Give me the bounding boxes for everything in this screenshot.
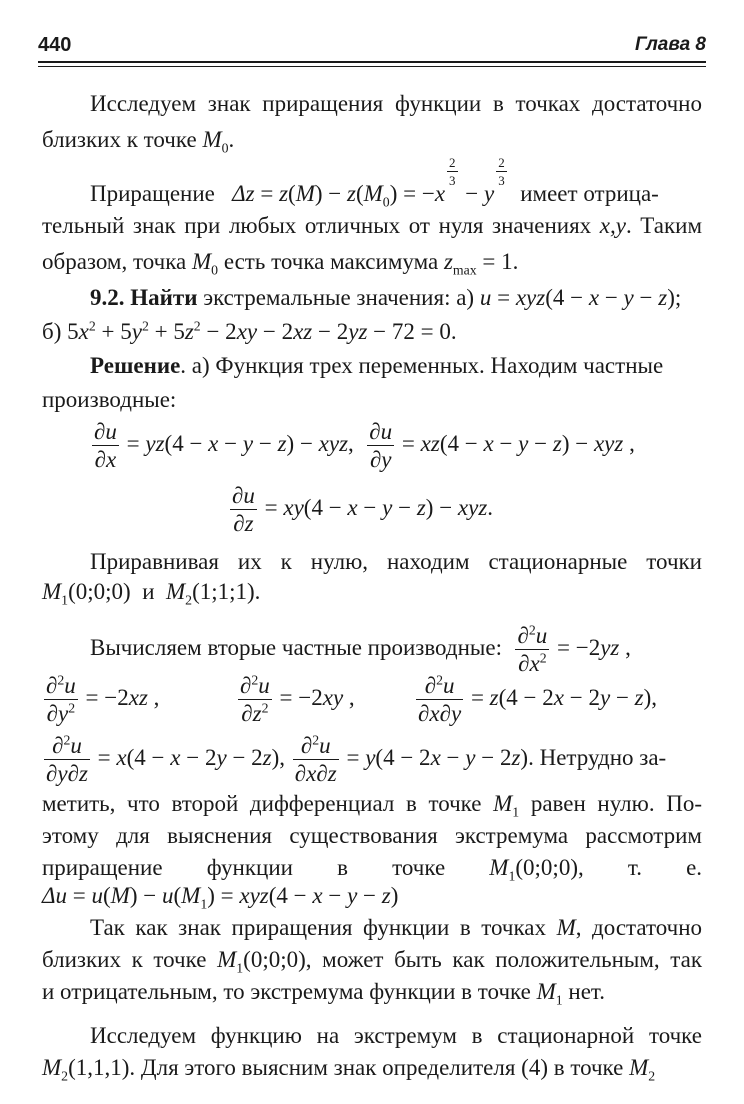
text-line: близких к точке $M_1(0;0;0)$, может быть как положительным, так bbox=[42, 947, 702, 976]
text-line: Приращение $\Delta z = z(M) - z(M_0) = -x$ $\frac{2}{3}$ − y $\frac{2}{3}$ имеет отрица- bbox=[90, 155, 659, 210]
equation: $\frac{\partial u}{\partial z}$ = xy(4 − x − y − z) − xyz. bbox=[232, 483, 494, 536]
text-line: приращение функции в точке $M_1(0;0;0)$, т. е. bbox=[42, 855, 703, 884]
text-line: метить, что второй дифференциал в точке $M_1$ равен нулю. По- bbox=[42, 791, 702, 820]
text-line: $\Delta u = u(M) - u(M_1) = xyz(4 - x - y - z)$ bbox=[42, 883, 399, 912]
text-line: и отрицательным, то экстремума функции в точке $M_1$ нет. bbox=[42, 979, 605, 1008]
text-line: Решение. а) Функция трех переменных. Находим частные bbox=[90, 353, 664, 378]
equation: $\frac{\partial u}{\partial x}$ = yz(4 − x − y − z) − xyz, $\frac{\partial u}{\partial y}$ = xz(4 − x − y − z) − xyz , bbox=[94, 419, 635, 472]
chapter-title: Глава 8 bbox=[635, 34, 706, 55]
page-header bbox=[38, 34, 706, 58]
text-line: Исследуем функцию на экстремум в стационарной точке bbox=[90, 1023, 702, 1048]
text-line: этому для выяснения существования экстремума рассмотрим bbox=[42, 823, 702, 848]
text-line: 9.2. Найти экстремальные значения: а) u = xyz(4 − x − y − z); bbox=[90, 285, 682, 310]
equation: $\frac{\partial^2u}{\partial y^2}$ = −2xz , bbox=[46, 672, 160, 726]
equation: $\frac{\partial^2u}{\partial z^2}$ = −2xy , bbox=[240, 672, 355, 726]
text-line: близких к точке $M_0$. bbox=[42, 127, 235, 156]
equation: $\frac{\partial^2u}{\partial y\partial z}$ = x(4 − x − 2y − 2z), $\frac{\partial^2u}{\partial x\partial z}$ = y(4 − 2x − y − 2z). Нетрудно за- bbox=[46, 732, 667, 786]
text-line: Вычисляем вторые частные производные: $\frac{\partial^2u}{\partial x^2}$ = −2yz , bbox=[90, 622, 631, 676]
page-number: 440 bbox=[38, 34, 72, 56]
text-line: Исследуем знак приращения функции в точках достаточно bbox=[90, 91, 702, 116]
header-rule bbox=[38, 61, 706, 63]
text-line: производные: bbox=[42, 387, 177, 412]
text-line: $M_1(0;0;0)$ и $M_2(1;1;1)$. bbox=[42, 579, 261, 608]
header-rule-thin bbox=[38, 66, 706, 67]
text-line: Так как знак приращения функции в точках M, достаточно bbox=[90, 915, 703, 940]
text-line: тельный знак при любых отличных от нуля значениях x,y. Таким bbox=[42, 213, 702, 238]
text-line: б) $5x^2 + 5y^2 + 5z^2 - 2xy - 2xz - 2yz - 72 = 0$. bbox=[42, 318, 457, 344]
text-line: образом, точка $M_0$ есть точка максимума $z_{max} = 1$. bbox=[42, 249, 519, 278]
text-line: $M_2(1,1,1)$. Для этого выясним знак определителя (4) в точке $M_2$ bbox=[42, 1055, 656, 1084]
equation: $\frac{\partial^2u}{\partial x\partial y}$ = z(4 − 2x − 2y − z), bbox=[418, 672, 658, 726]
text-line: Приравнивая их к нулю, находим стационарные точки bbox=[90, 549, 702, 574]
